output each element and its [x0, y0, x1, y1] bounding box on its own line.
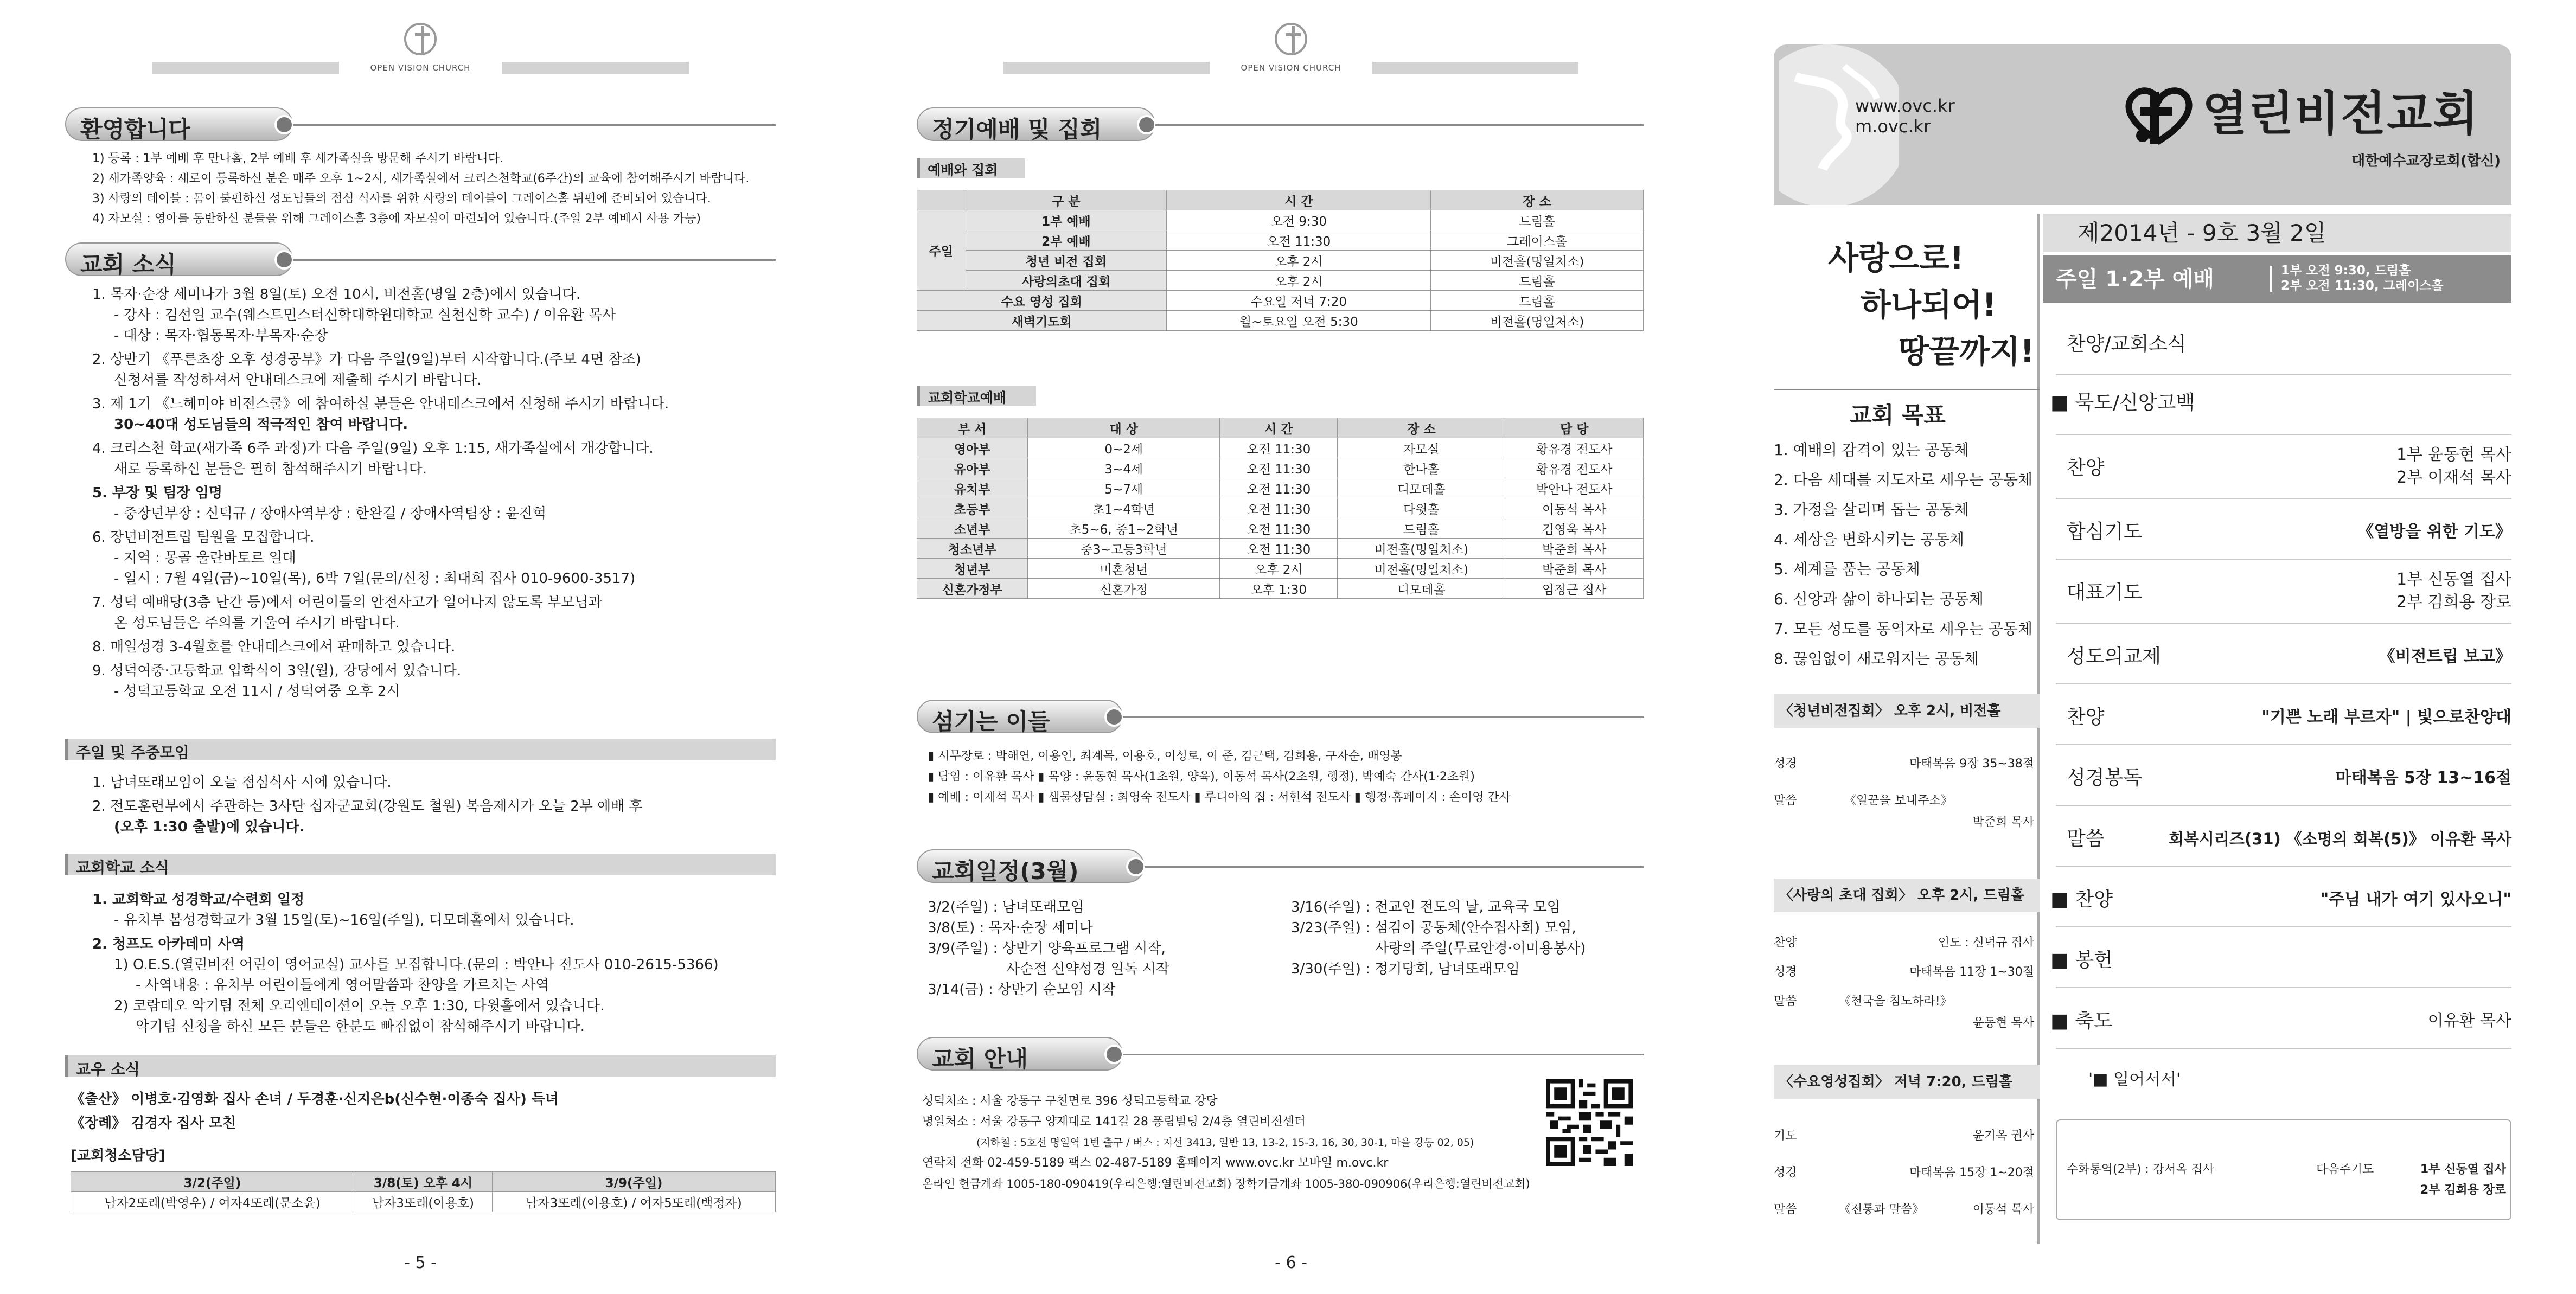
divider — [2056, 1048, 2511, 1049]
school-cell: 김영욱 목사 — [1505, 518, 1644, 539]
school-cell: 자모실 — [1338, 438, 1505, 458]
goal-item: 1. 예배의 감격이 있는 공동체 — [1774, 441, 1969, 459]
issue-date: 제2014년 - 9호 3월 2일 — [2078, 220, 2326, 246]
schedule-item: 3/14(금) : 상반기 순모임 시작 — [928, 982, 1116, 998]
subsection-member: 교우 소식 — [65, 1055, 776, 1077]
meeting-value: 마태복음 11장 1~30절 — [1909, 965, 2034, 979]
worship-cell: 수요 영성 집회 — [917, 291, 1167, 311]
order-label: 성도의교제 — [2067, 645, 2161, 668]
header-bar-right — [494, 62, 689, 74]
school-cell: 유치부 — [917, 478, 1028, 498]
news-line: 8. 매일성경 3-4월호를 안내데스크에서 판매하고 있습니다. — [92, 639, 456, 655]
schedule-item: 사랑의 주일(무료안경·이미용봉사) — [1375, 940, 1586, 957]
worship-cell: 수요일 저녁 7:20 — [1167, 291, 1431, 311]
news-line: - 지역 : 몽골 울란바토르 일대 — [114, 550, 296, 566]
meeting-value: 이동석 목사 — [1972, 1203, 2034, 1216]
school-head: 담 당 — [1505, 418, 1644, 438]
service-time: 2부 오전 11:30, 그레이스홀 — [2281, 279, 2444, 293]
divider — [1123, 1054, 1644, 1055]
meeting-value: 마태복음 9장 35~38절 — [1909, 757, 2034, 771]
goal-item: 2. 다음 세대를 지도자로 세우는 공동체 — [1774, 471, 2032, 489]
member-line: 《출산》 이병호·김영화 집사 손녀 / 두경훈·신지은b(신수현·이종숙 집사) 득녀 — [71, 1091, 559, 1107]
school-cell: 초1~4학년 — [1028, 498, 1220, 518]
school-cell: 5~7세 — [1028, 478, 1220, 498]
clean-cell: 남자3또래(이용호) — [354, 1192, 492, 1212]
worship-cell: 오후 2시 — [1167, 271, 1431, 291]
school-cell: 비전홀(명일처소) — [1338, 539, 1505, 559]
goal-item: 7. 모든 성도를 동역자로 세우는 공동체 — [1774, 620, 2032, 638]
divider — [2270, 266, 2272, 292]
school-cell: 다윗홀 — [1338, 498, 1505, 518]
order-label: ■ 축도 — [2050, 1010, 2113, 1032]
welcome-item: 2) 새가족양육 : 새로이 등록하신 분은 매주 오후 1~2시, 새가족실에서 크리스천학교(6주간)의 교육에 참여해주시기 바랍니다. — [92, 172, 750, 185]
url-mobile[interactable]: m.ovc.kr — [1855, 116, 1931, 137]
worship-cell: 비전홀(명일처소) — [1431, 251, 1644, 271]
divider — [2056, 434, 2511, 435]
school-cell: 초5~6, 중1~2학년 — [1028, 518, 1220, 539]
meeting-label: 성경 — [1774, 757, 1797, 771]
clean-title: [교회청소담당] — [71, 1148, 165, 1164]
subsection-worship: 예배와 집회 — [917, 158, 1025, 178]
school-cell: 디모데홀 — [1338, 579, 1505, 599]
worship-cell: 그레이스홀 — [1431, 230, 1644, 251]
section-schedule: 교회일정(3월) — [917, 849, 1145, 883]
goal-item: 5. 세계를 품는 공동체 — [1774, 560, 1920, 578]
school-cell: 오전 11:30 — [1220, 498, 1338, 518]
school-cell: 디모데홀 — [1338, 478, 1505, 498]
section-worship: 정기예배 및 집회 — [917, 107, 1155, 141]
worship-cell: 드림홀 — [1431, 291, 1644, 311]
divider — [1123, 716, 1644, 718]
news-line: 30~40대 성도님들의 적극적인 참여 바랍니다. — [114, 417, 408, 433]
cover-page — [1774, 0, 2511, 1294]
worship-head — [917, 190, 966, 210]
section-news: 교회 소식 — [65, 242, 293, 276]
schedule-item: 3/16(주일) : 전교인 전도의 날, 교육국 모임 — [1291, 899, 1561, 915]
meeting-label: 성경 — [1774, 1166, 1797, 1180]
section-serve: 섬기는 이들 — [917, 700, 1123, 733]
school-cell: 오후 1:30 — [1220, 579, 1338, 599]
serve-line: ▮ 시무장로 : 박해연, 이용인, 최계목, 이용호, 이성로, 이 준, 김근택, 김희용, 구자순, 배영봉 — [928, 750, 1402, 763]
worship-cell: 오후 2시 — [1167, 251, 1431, 271]
clean-head: 3/9(주일) — [493, 1172, 776, 1192]
news-line: 신청서를 작성하셔서 안내데스크에 제출해 주시기 바랍니다. — [114, 372, 482, 388]
school-cell: 청소년부 — [917, 539, 1028, 559]
welcome-item: 1) 등록 : 1부 예배 후 만나홀, 2부 예배 후 새가족실을 방문해 주시기 바랍니다. — [92, 152, 503, 165]
info-line: 명일처소 : 서울 강동구 양재대로 141길 28 퐁림빌딩 2/4층 열린비전센터 — [922, 1115, 1306, 1129]
meeting-label: 성경 — [1774, 965, 1797, 979]
divider — [2056, 805, 2511, 806]
news-line: 새로 등록하신 분들은 필히 참석해주시기 바랍니다. — [114, 461, 427, 477]
school-cell: 유아부 — [917, 458, 1028, 478]
school-head: 대 상 — [1028, 418, 1220, 438]
news-line: 1. 목자·순장 세미나가 3월 8일(토) 오전 10시, 비전홀(명일 2층)에서 있습니다. — [92, 286, 581, 303]
divider — [2056, 559, 2511, 560]
goal-title: 교회 목표 — [1850, 402, 1946, 428]
goal-item: 4. 세상을 변화시키는 공동체 — [1774, 530, 1964, 548]
clean-table — [71, 1171, 776, 1212]
meeting-value: 《전통과 말씀》 — [1839, 1203, 1925, 1216]
qr-code-icon — [1546, 1079, 1633, 1166]
school-cell: 신혼가정부 — [917, 579, 1028, 599]
school-line: 1. 교회학교 성경학교/수련회 일정 — [92, 892, 305, 908]
order-value: "주님 내가 여기 있사오니" — [2320, 890, 2511, 909]
school-cell: 오전 11:30 — [1220, 478, 1338, 498]
school-cell: 소년부 — [917, 518, 1028, 539]
next-prayer-label: 다음주기도 — [2316, 1163, 2374, 1176]
slogan-line: 하나되어! — [1861, 286, 1997, 323]
school-head: 부 서 — [917, 418, 1028, 438]
school-cell: 비전홀(명일처소) — [1338, 559, 1505, 579]
news-line: 5. 부장 및 팀장 임명 — [92, 485, 222, 501]
slogan-line: 사랑으로! — [1828, 240, 1964, 277]
church-logo-icon — [399, 18, 442, 62]
worship-cell: 2부 예배 — [966, 230, 1167, 251]
news-line: 7. 성덕 예배당(3층 난간 등)에서 어린이들의 안전사고가 일어나지 않도록 부모님과 — [92, 594, 602, 611]
order-label: 말씀 — [2067, 828, 2105, 850]
header-bar-left — [152, 62, 347, 74]
header-org-name: OPEN VISION CHURCH — [1210, 62, 1372, 74]
info-line: 성덕처소 : 서울 강동구 구천면로 396 성덕고등학교 강당 — [922, 1094, 1218, 1108]
welcome-item: 3) 사랑의 테이블 : 몸이 불편하신 성도님들의 점심 식사를 위한 사랑의 테이블이 그레이스홀 뒤편에 준비되어 있습니다. — [92, 192, 711, 206]
school-cell: 오전 11:30 — [1220, 539, 1338, 559]
school-cell: 오전 11:30 — [1220, 438, 1338, 458]
news-line: 3. 제 1기 《느헤미야 비전스쿨》에 참여하실 분들은 안내데스크에서 신청해 주시기 바랍니다. — [92, 396, 669, 412]
school-head: 시 간 — [1220, 418, 1338, 438]
sunday-line: (오후 1:30 출발)에 있습니다. — [114, 819, 305, 835]
meeting-label: 말씀 — [1774, 794, 1797, 808]
denomination: 대한예수교장로회(합신) — [2351, 153, 2501, 169]
header-bar-left — [1003, 62, 1210, 74]
worship-cell: 드림홀 — [1431, 271, 1644, 291]
order-label: ■ 찬양 — [2050, 888, 2113, 911]
schedule-item: 3/23(주일) : 섬김이 공동체(안수집사회) 모임, — [1291, 920, 1576, 936]
order-value: "기쁜 노래 부르자" | 빛으로찬양대 — [2261, 708, 2511, 727]
schedule-item: 사순절 신약성경 일독 시작 — [1006, 961, 1170, 977]
order-label: ■ 묵도/신앙고백 — [2050, 392, 2195, 414]
schedule-item: 3/8(토) : 목자·순장 세미나 — [928, 920, 1093, 936]
order-value: 2부 김희용 장로 — [2396, 593, 2511, 612]
news-line: - 성덕고등학교 오전 11시 / 성덕여중 오후 2시 — [114, 683, 400, 700]
schedule-item: 3/9(주일) : 상반기 양육프로그램 시작, — [928, 940, 1166, 957]
sunday-line: 1. 남녀또래모임이 오늘 점심식사 시에 있습니다. — [92, 774, 392, 791]
meeting-label: 찬양 — [1774, 936, 1797, 950]
order-value: 《열방을 위한 기도》 — [2357, 522, 2511, 541]
news-line: - 대상 : 목자·협동목자·부목자·순장 — [114, 328, 328, 344]
meeting-value: 윤동현 목사 — [1972, 1016, 2034, 1030]
rise-note: '■ 일어서서' — [2088, 1070, 2181, 1089]
school-cell: 3~4세 — [1028, 458, 1220, 478]
member-line: 《장례》 김경자 집사 모친 — [71, 1115, 236, 1131]
info-line: 온라인 헌금계좌 1005-180-090419(우리은행:열린비전교회) 장학기금계좌 1005-380-090906(우리은행:열린비전교회) — [922, 1177, 1530, 1190]
order-value: 1부 신동열 집사 — [2396, 570, 2511, 589]
school-cell: 청년부 — [917, 559, 1028, 579]
section-info: 교회 안내 — [917, 1037, 1123, 1071]
page-number: - 6 - — [1275, 1253, 1307, 1272]
divider — [2056, 866, 2511, 867]
header-org-name: OPEN VISION CHURCH — [339, 62, 502, 74]
school-cell: 한나홀 — [1338, 458, 1505, 478]
church-name: 열린비전교회 — [2202, 87, 2479, 141]
school-line: 2. 청프도 아카데미 사역 — [92, 936, 245, 952]
worship-cell: 청년 비전 집회 — [966, 251, 1167, 271]
clean-head: 3/8(토) 오후 4시 — [354, 1172, 492, 1192]
news-line: - 중장년부장 : 신덕규 / 장애사역부장 : 한완길 / 장애사역팀장 : 윤진혁 — [114, 505, 547, 522]
order-value: 이유환 목사 — [2427, 1011, 2511, 1030]
worship-cell: 비전홀(명일처소) — [1431, 311, 1644, 331]
order-label: 대표기도 — [2067, 581, 2143, 604]
school-line: - 유치부 봄성경학교가 3월 15일(토)~16일(주일), 디모데홀에서 있습니다. — [114, 912, 574, 928]
meeting-title: 〈청년비전집회〉 오후 2시, 비전홀 — [1779, 703, 2001, 719]
worship-cell: 오전 9:30 — [1167, 210, 1431, 230]
goal-item: 3. 가정을 살리며 돕는 공동체 — [1774, 501, 1969, 518]
news-line: 9. 성덕여중·고등학교 입학식이 3일(월), 강당에서 있습니다. — [92, 663, 462, 679]
divider — [1155, 124, 1644, 126]
school-cell: 황유경 전도사 — [1505, 458, 1644, 478]
order-label: 찬양/교회소식 — [2067, 333, 2187, 355]
school-cell: 0~2세 — [1028, 438, 1220, 458]
worship-cell: 새벽기도회 — [917, 311, 1167, 331]
order-label: 찬양 — [2067, 457, 2105, 479]
school-cell: 오후 2시 — [1220, 559, 1338, 579]
news-line: 2. 상반기 《푸른초장 오후 성경공부》가 다음 주일(9일)부터 시작합니다.(주보 4면 참조) — [92, 351, 641, 368]
clean-head: 3/2(주일) — [71, 1172, 354, 1192]
worship-cell: 드림홀 — [1431, 210, 1644, 230]
school-cell: 황유경 전도사 — [1505, 438, 1644, 458]
school-cell: 신혼가정 — [1028, 579, 1220, 599]
schedule-item: 3/30(주일) : 정기당회, 남녀또래모임 — [1291, 961, 1520, 977]
order-value: 《비전트립 보고》 — [2379, 647, 2511, 666]
divider — [2056, 374, 2511, 375]
news-line: 4. 크리스천 학교(새가족 6주 과정)가 다음 주일(9일) 오후 1:15, 새가족실에서 개강합니다. — [92, 440, 654, 457]
clean-cell: 남자2또래(박영우) / 여자4또래(문소윤) — [71, 1192, 354, 1212]
school-table — [917, 418, 1644, 599]
school-cell: 이동석 목사 — [1505, 498, 1644, 518]
order-label: ■ 봉헌 — [2050, 949, 2113, 971]
church-logo-icon — [2121, 81, 2197, 152]
section-welcome: 환영합니다 — [65, 107, 293, 141]
meeting-title: 〈사랑의 초대 집회〉 오후 2시, 드림홀 — [1779, 887, 2024, 904]
divider — [2056, 744, 2511, 745]
worship-table — [917, 190, 1644, 331]
info-line: 연락처 전화 02-459-5189 팩스 02-487-5189 홈페이지 www.ovc.kr 모바일 m.ovc.kr — [922, 1156, 1389, 1170]
school-cell: 오전 11:30 — [1220, 458, 1338, 478]
next-prayer-name: 1부 신동열 집사 — [2420, 1163, 2506, 1176]
url-main[interactable]: www.ovc.kr — [1855, 95, 1955, 116]
order-label: 성경봉독 — [2067, 767, 2143, 789]
divider — [1774, 389, 2040, 390]
school-cell: 박안나 전도사 — [1505, 478, 1644, 498]
order-label: 찬양 — [2067, 706, 2105, 728]
meeting-value: 인도 : 신덕규 집사 — [1938, 936, 2034, 950]
serve-line: ▮ 담임 : 이유환 목사 ▮ 목양 : 윤동현 목사(1초원, 양육), 이동석 목사(2초원, 행정), 박예숙 간사(1·2초원) — [928, 770, 1475, 784]
sunday-line: 2. 전도훈련부에서 주관하는 3사단 십자군교회(강원도 철원) 복음제시가 오늘 2부 예배 후 — [92, 798, 643, 815]
worship-cell: 오전 11:30 — [1167, 230, 1431, 251]
clean-cell: 남자3또래(이용호) / 여자5또래(백정자) — [493, 1192, 776, 1212]
school-cell: 박준희 목사 — [1505, 559, 1644, 579]
school-cell: 오전 11:30 — [1220, 518, 1338, 539]
meeting-label: 말씀 — [1774, 1203, 1797, 1216]
worship-cell: 1부 예배 — [966, 210, 1167, 230]
page-number: - 5 - — [404, 1253, 437, 1272]
school-cell: 영아부 — [917, 438, 1028, 458]
divider — [293, 259, 776, 261]
divider — [2056, 926, 2511, 927]
divider — [2056, 623, 2511, 624]
meeting-title: 〈수요영성집회〉 저녁 7:20, 드림홀 — [1779, 1074, 2012, 1090]
school-line: 2) 코람데오 악기팀 전체 오리엔테이션이 오늘 오후 1:30, 다윗홀에서 있습니다. — [114, 998, 605, 1014]
slogan-line: 땅끝까지! — [1899, 333, 2035, 370]
info-line: (지하철 : 5호선 명일역 1번 출구 / 버스 : 지선 3413, 일반 13, 13-2, 15-3, 16, 30, 30-1, 마을 강동 02, 05) — [976, 1137, 1474, 1149]
meeting-value: 박준희 목사 — [1972, 816, 2034, 829]
meeting-value: 《일꾼을 보내주소》 — [1844, 794, 1953, 808]
header-bar-right — [1372, 62, 1578, 74]
school-line: 1) O.E.S.(열린비전 어린이 영어교실) 교사를 모집합니다.(문의 : 박안나 전도사 010-2615-5366) — [114, 957, 719, 973]
page-6 — [917, 0, 1665, 1294]
divider — [2056, 683, 2511, 684]
school-cell: 드림홀 — [1338, 518, 1505, 539]
order-value: 2부 이재석 목사 — [2396, 468, 2511, 487]
divider — [1145, 866, 1644, 868]
meeting-label: 말씀 — [1774, 995, 1797, 1008]
service-time: 1부 오전 9:30, 드림홀 — [2281, 264, 2411, 278]
order-value: 1부 윤동현 목사 — [2396, 445, 2511, 464]
meeting-value: 윤기옥 권사 — [1972, 1129, 2034, 1143]
news-line: - 일시 : 7월 4일(금)~10일(목), 6박 7일(문의/신청 : 최대희 집사 010-9600-3517) — [114, 571, 636, 587]
interpreter-note: 수화통역(2부) : 강서옥 집사 — [2067, 1163, 2215, 1176]
subsection-school: 교회학교 소식 — [65, 854, 776, 875]
school-cell: 엄정근 집사 — [1505, 579, 1644, 599]
goal-item: 6. 신앙과 삶이 하나되는 공동체 — [1774, 590, 1984, 608]
news-line: - 강사 : 김선일 교수(웨스트민스터신학대학원대학교 실천신학 교수) / 이유환 목사 — [114, 307, 616, 323]
school-cell: 미혼청년 — [1028, 559, 1220, 579]
meeting-label: 기도 — [1774, 1129, 1797, 1143]
order-label: 합심기도 — [2067, 521, 2143, 543]
divider — [293, 124, 776, 126]
worship-head: 장 소 — [1431, 190, 1644, 210]
worship-head: 구 분 — [966, 190, 1167, 210]
subsection-sunday: 주일 및 주중모임 — [65, 739, 776, 760]
worship-cell: 월~토요일 오전 5:30 — [1167, 311, 1431, 331]
subsection-church-school: 교회학교예배 — [917, 386, 1036, 406]
news-line: 6. 장년비전트립 팀원을 모집합니다. — [92, 529, 315, 546]
divider — [2056, 987, 2511, 988]
next-prayer-name: 2부 김희용 장로 — [2420, 1183, 2506, 1197]
church-logo-icon — [1269, 18, 1313, 62]
school-head: 장 소 — [1338, 418, 1505, 438]
goal-item: 8. 끊임없이 새로워지는 공동체 — [1774, 650, 1979, 668]
page-5 — [65, 0, 776, 1294]
news-line: 온 성도님들은 주의를 기울여 주시기 바랍니다. — [114, 615, 400, 631]
school-cell: 박준희 목사 — [1505, 539, 1644, 559]
sunday-label: 주일 — [917, 210, 966, 291]
worship-head: 시 간 — [1167, 190, 1431, 210]
serve-line: ▮ 예배 : 이재석 목사 ▮ 샘물상담실 : 최영숙 전도사 ▮ 루디아의 집 : 서현석 전도사 ▮ 행정·홈페이지 : 손이영 간사 — [928, 791, 1511, 804]
school-line: 악기팀 신청을 하신 모든 분들은 한분도 빠짐없이 참석해주시기 바랍니다. — [136, 1018, 585, 1035]
service-title: 주일 1·2부 예배 — [2056, 267, 2214, 292]
school-cell: 초등부 — [917, 498, 1028, 518]
welcome-item: 4) 자모실 : 영아를 동반하신 분들을 위해 그레이스홀 3층에 자모실이 마련되어 있습니다.(주일 2부 예배시 사용 가능) — [92, 212, 701, 226]
page-header — [65, 18, 776, 78]
order-value: 마태복음 5장 13~16절 — [2335, 768, 2511, 787]
worship-cell: 사랑의초대 집회 — [966, 271, 1167, 291]
meeting-value: 《천국을 침노하라!》 — [1839, 995, 1952, 1008]
school-cell: 중3~고등3학년 — [1028, 539, 1220, 559]
schedule-item: 3/2(주일) : 남녀또래모임 — [928, 899, 1084, 915]
school-line: - 사역내용 : 유치부 어린이들에게 영어말씀과 찬양을 가르치는 사역 — [136, 977, 549, 994]
order-value: 회복시리즈(31) 《소명의 회복(5)》 이유환 목사 — [2168, 830, 2511, 848]
meeting-value: 마태복음 15장 1~20절 — [1909, 1166, 2034, 1180]
page-header — [917, 18, 1665, 78]
divider — [2056, 498, 2511, 499]
